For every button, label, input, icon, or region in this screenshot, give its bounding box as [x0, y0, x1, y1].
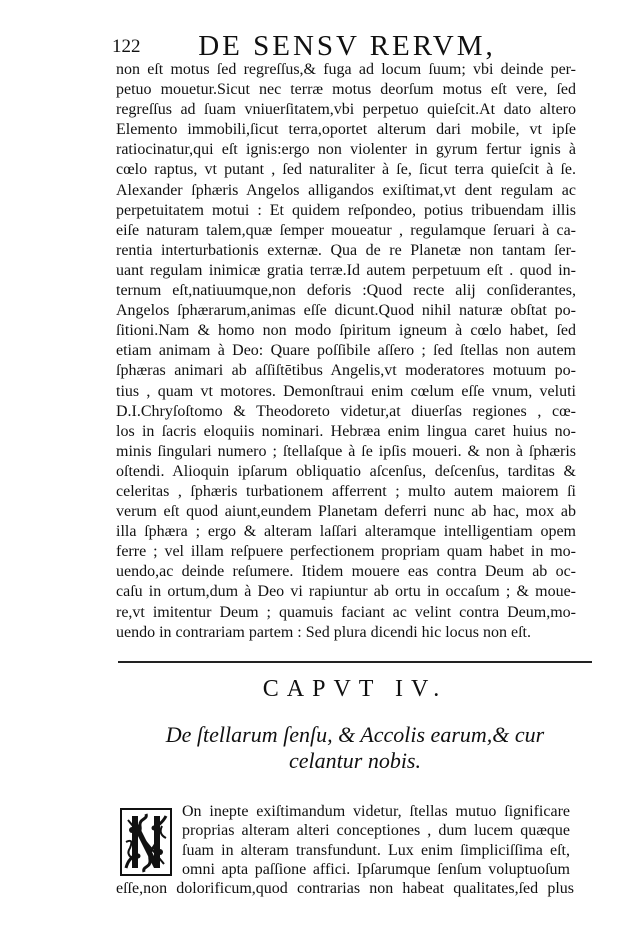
text-line: omni apta paſſione affici. Ipſarumque ſenſum voluptuoſum	[182, 860, 570, 878]
text-line: verum eſt quod aiunt,eundem Planetam deferri nunc ab hac, mox ab	[116, 503, 576, 521]
text-line: non eſt motus ſed regreſſus,& fuga ad locum ſuum; vbi deinde per-	[116, 61, 576, 78]
text-line: re,vt imitentur Deum ; quamuis faciant ac velint contra Deum,mo-	[116, 603, 576, 621]
text-line: uendo in contrariam partem : Sed plura dicendi hic locus non eſt.	[116, 623, 531, 641]
text-line: petuo mouetur.Sicut nec terræ motus deorſum motus eſt vere, ſed	[116, 81, 576, 99]
text-line: ferre ; vel illam reſpuere perfectionem propriam quam habet in mo-	[116, 543, 576, 561]
text-line: Alexander ſphæris Angelos alligandos exiſtimat,vt dent regulam ac	[116, 181, 576, 199]
text-line: rentia interturbationis externæ. Qua de re Planetæ non tantam ſer-	[116, 241, 576, 259]
chapter-subtitle-line: De ſtellarum ſenſu, & Accolis earum,& cur	[165, 722, 545, 747]
opening-paragraph	[182, 802, 570, 879]
ornamental-initial-n-icon	[120, 808, 172, 876]
text-line: eſſe,non dolorificum,quod contrarias non habeat qualitates,ſed plus	[116, 880, 574, 897]
text-line: perpetuitatem motui : Et quidem reſpondeo, potius tribuendam illis	[116, 201, 576, 219]
body-paragraph	[116, 60, 576, 643]
text-line: Angelos ſphærarum,animas eſſe dicunt.Quod nihil naturæ obſtat po-	[116, 302, 576, 320]
text-line: uant regulam inimicæ gratia terræ.Id autem perpetuum eſt . quod in-	[116, 261, 576, 279]
text-line: D.I.Chryſoſtomo & Theodoreto videtur,at diuerſas regiones , cœ-	[116, 402, 576, 420]
text-line: eiſe naturam talem,quæ ſemper moueatur , regulamque ſeruari à ca-	[116, 221, 576, 239]
text-line: tius , quam vt motores. Demonſtraui enim cœlum eſſe vnum, veluti	[116, 382, 576, 400]
text-line: uendo,ac deinde reſumere. Itidem mouere eas contra Deum ab oc-	[116, 563, 576, 581]
text-line: Elemento immobili,ſicut terra,oportet alterum dari mobile, vt ipſe	[116, 121, 576, 139]
text-line: celeritas , ſphæris turbationem afferrent ; multo autem maiorem ſi	[116, 482, 576, 500]
page-header	[112, 30, 582, 64]
text-line: los in ſacris eloquiis nominari. Hebræa enim lingua caret huius no-	[116, 422, 576, 440]
text-line: ſphæras animari ab aſſiſtētibus Angelis,vt moderatores motuum po-	[116, 362, 576, 380]
text-line: ſitioni.Nam & homo non modo ſpiritum igneum à cœlo habet, ſed	[116, 322, 576, 340]
chapter-subtitle-line: celantur nobis.	[289, 748, 421, 773]
text-line: ratiocinatur,qui eſt ignis:ergo non violenter in gyrum fertur ignis à	[116, 141, 576, 159]
text-line: cœlo raptus, vt putant , ſed naturaliter à ſe, ſicut terra quieſcit à ſe.	[116, 161, 576, 179]
text-line: ſuam in alteram transfundunt. Lux enim ſimpliciſſima eſt,	[182, 841, 570, 859]
text-line: ternum eſt,natiuumque,non deforis :Quod recte alij conſiderantes,	[116, 282, 576, 300]
opening-paragraph-continuation	[116, 879, 574, 898]
chapter-heading: CAPVT IV.	[262, 676, 448, 702]
running-title: DE SENSV RERVM,	[198, 30, 496, 62]
text-line: etiam animam à Deo: Quare poſſibile aſſero ; ſed ſtellas non autem	[116, 342, 576, 360]
chapter-subtitle	[118, 722, 592, 774]
text-line: caſu in ortum,dum à Deo vi rapiuntur ab ortu in occaſum ; & moue-	[116, 583, 576, 601]
section-divider	[118, 661, 592, 663]
text-line: minis ſingulari numero ; ſtellaſque à ſe ipſis moueri. & non à ſphæris	[116, 442, 576, 460]
text-line: regreſſus ad ſuam vniuerſitatem,vbi perpetuo quieſcit.At dato altero	[116, 101, 576, 119]
page-number: 122	[112, 36, 141, 57]
text-line: illa ſphæra ; ergo & alteram laſſari alteramque intelligentiam opem	[116, 523, 576, 541]
text-line: proprias alteram alteri conceptiones , dum lucem quæque	[182, 822, 570, 840]
text-line: On inepte exiſtimandum videtur, ſtellas mutuo ſignificare	[182, 803, 570, 820]
text-line: oſtendi. Alioquin ipſarum obliquatio aſcenſus, deſcenſus, tarditas &	[116, 462, 576, 480]
